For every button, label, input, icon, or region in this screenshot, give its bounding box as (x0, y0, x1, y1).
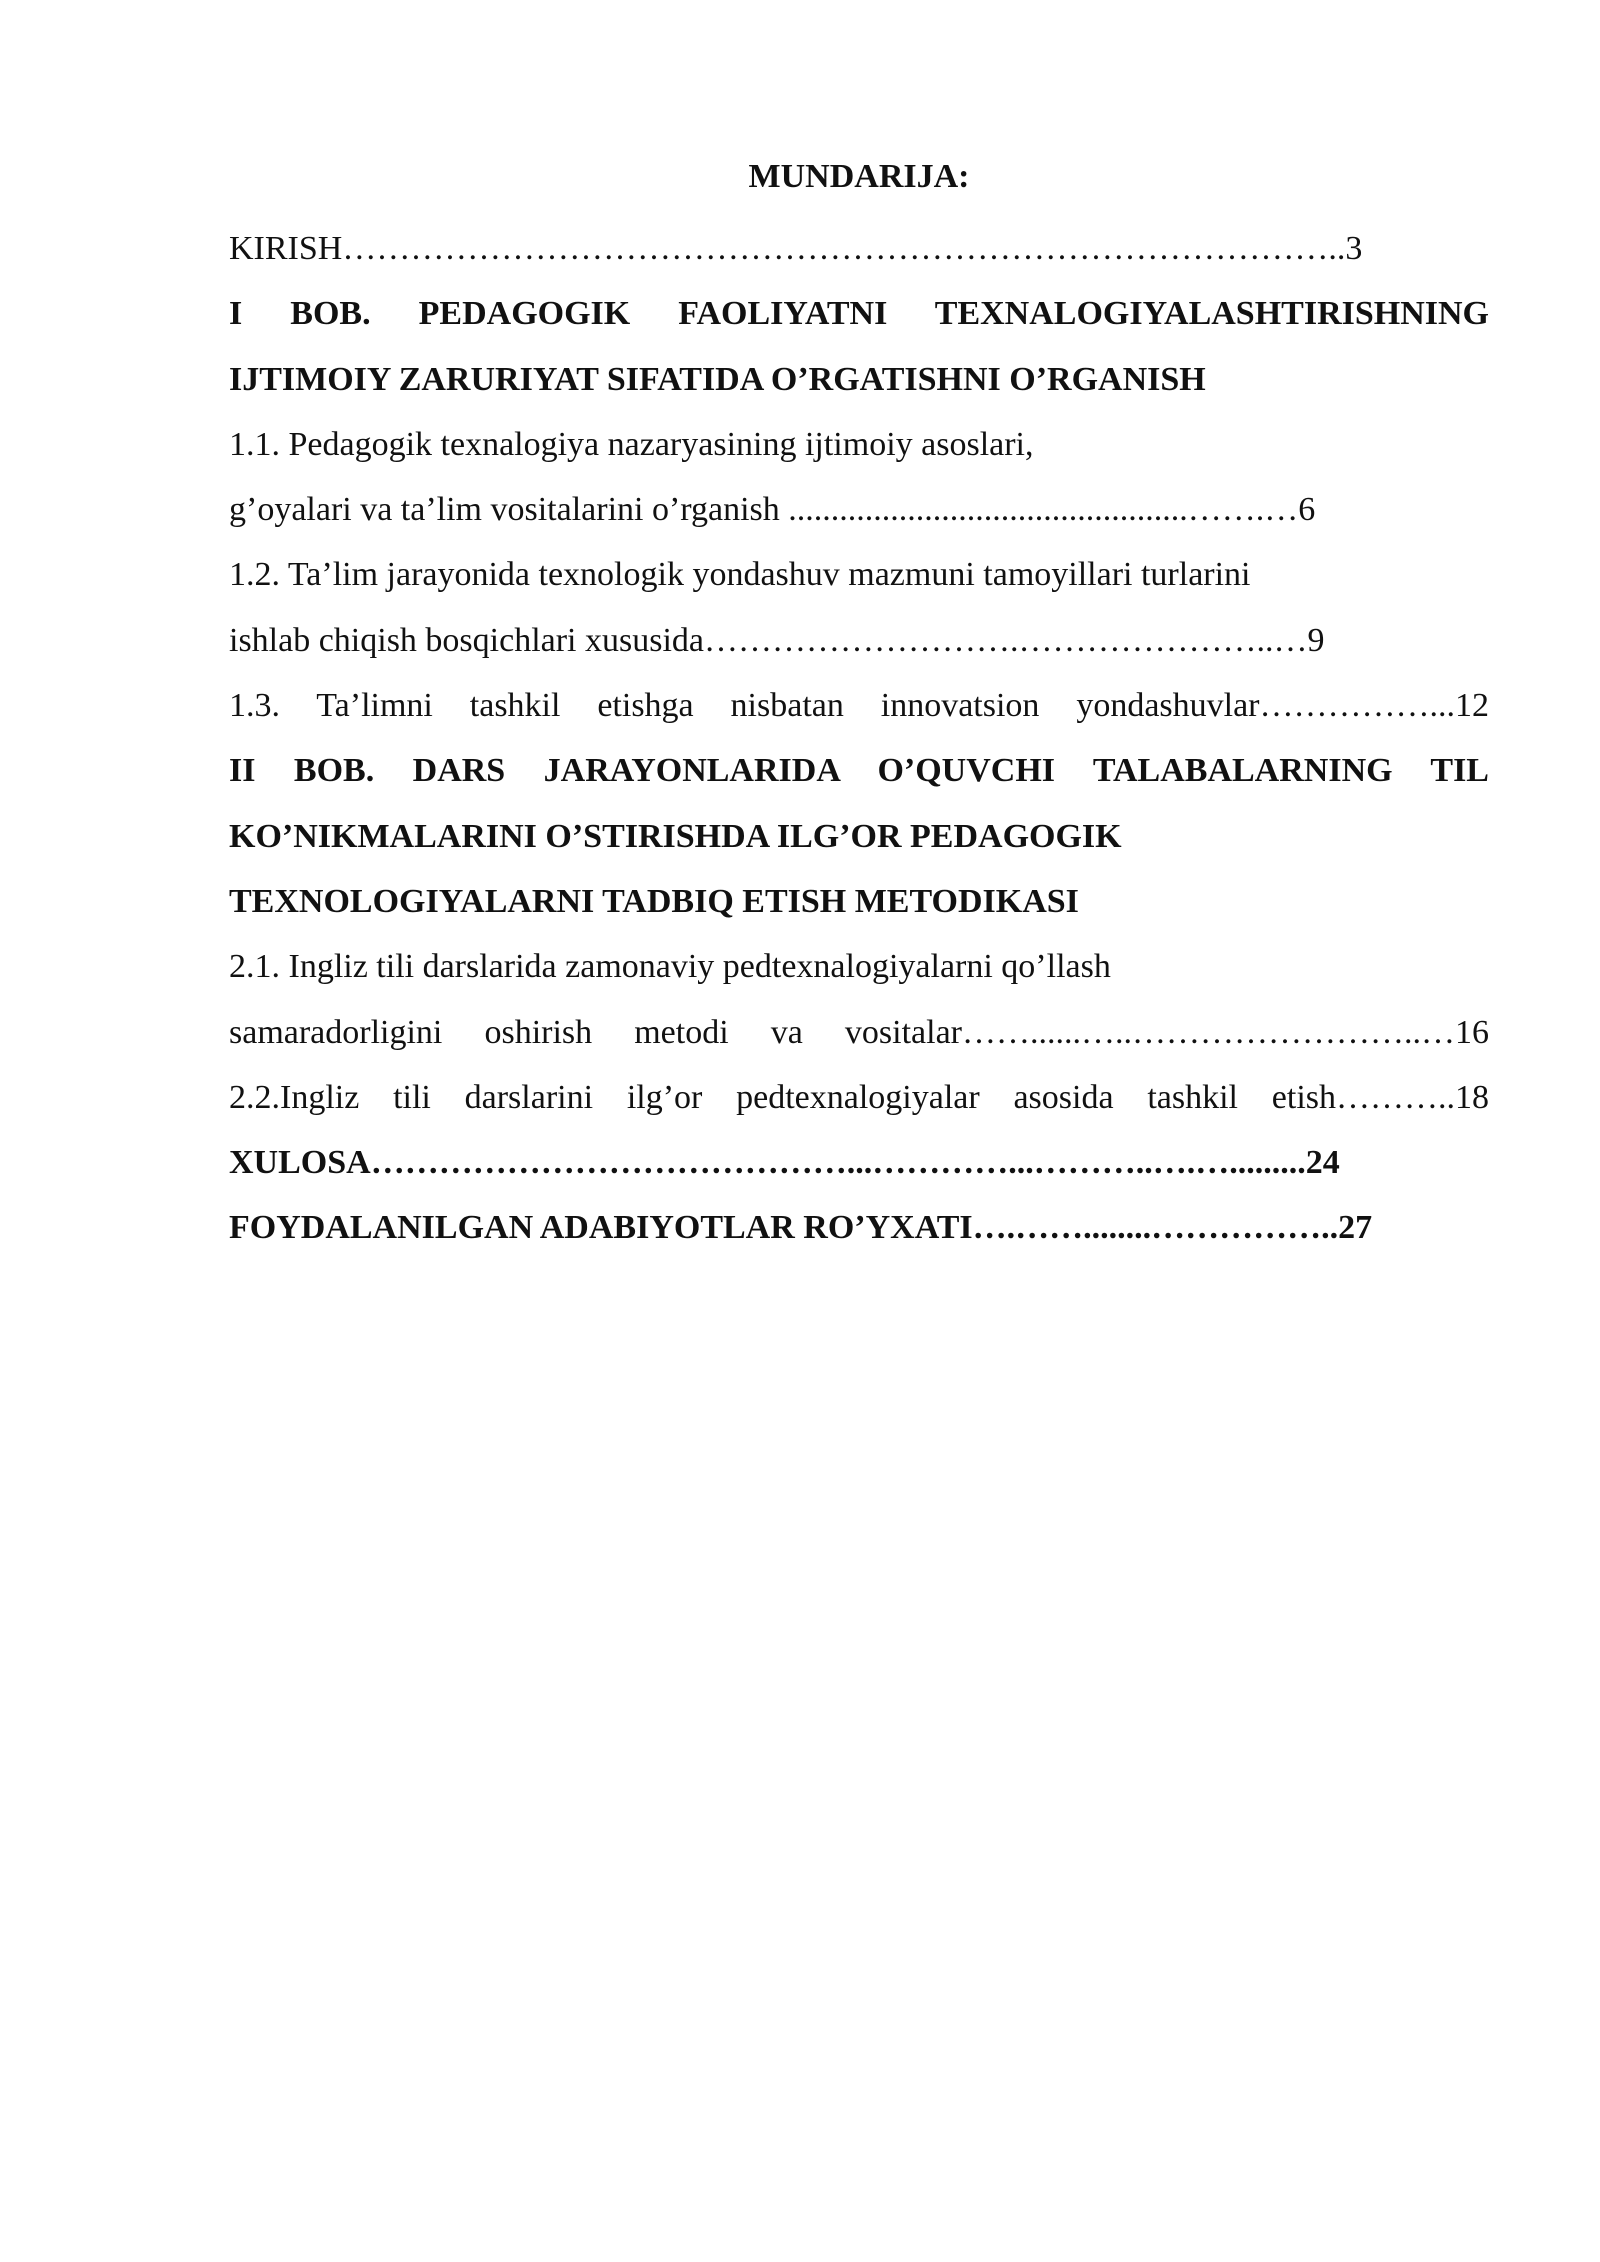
toc-entry-conclusion: XULOSA……………………………………...…………...………..….….........24 (229, 1144, 1340, 1182)
toc-entry-2-1-line-2: samaradorligini oshirish metodi va vositalar……......…..……………………..…16 (229, 1013, 1489, 1051)
table-of-contents (229, 150, 1489, 1261)
toc-chapter-2-heading-line-3: TEXNOLOGIYALARNI TADBIQ ETISH METODIKASI (229, 882, 1079, 920)
toc-entry-introduction: KIRISH……………………………………………………………………………..3 (229, 230, 1363, 267)
toc-chapter-1-heading-line-1: I BOB. PEDAGOGIK FAOLIYATNI TEXNALOGIYALASHTIRISHNING (229, 295, 1489, 333)
toc-entry-1-1-line-2: g’oyalari va ta’lim vositalarini o’rganish ...............................................…….…6 (229, 491, 1316, 529)
toc-title: MUNDARIJA: (748, 158, 970, 195)
toc-entry-1-1-line-1: 1.1. Pedagogik texnalogiya nazaryasining ijtimoiy asoslari, (229, 425, 1034, 463)
toc-entry-1-2-line-2: ishlab chiqish bosqichlari xususida……………………….…………………..…9 (229, 621, 1325, 659)
toc-chapter-1-heading-line-2: IJTIMOIY ZARURIYAT SIFATIDA O’RGATISHNI O’RGANISH (229, 360, 1206, 398)
toc-entry-2-2: 2.2.Ingliz tili darslarini ilg’or pedtexnalogiyalar asosida tashkil etish………..18 (229, 1078, 1489, 1116)
toc-chapter-2-heading-line-2: KO’NIKMALARINI O’STIRISHDA ILG’OR PEDAGOGIK (229, 817, 1122, 855)
toc-entry-1-3: 1.3. Ta’limni tashkil etishga nisbatan innovatsion yondashuvlar……………...12 (229, 687, 1489, 725)
toc-entry-references: FOYDALANILGAN ADABIYOTLAR RO’YXATI….……........……………..27 (229, 1209, 1373, 1247)
toc-chapter-2-heading-line-1: II BOB. DARS JARAYONLARIDA O’QUVCHI TALABALARNING TIL (229, 752, 1489, 790)
toc-entry-1-2-line-1: 1.2. Ta’lim jarayonida texnologik yondashuv mazmuni tamoyillari turlarini (229, 556, 1251, 594)
toc-entry-2-1-line-1: 2.1. Ingliz tili darslarida zamonaviy pedtexnalogiyalarni qo’llash (229, 948, 1111, 986)
